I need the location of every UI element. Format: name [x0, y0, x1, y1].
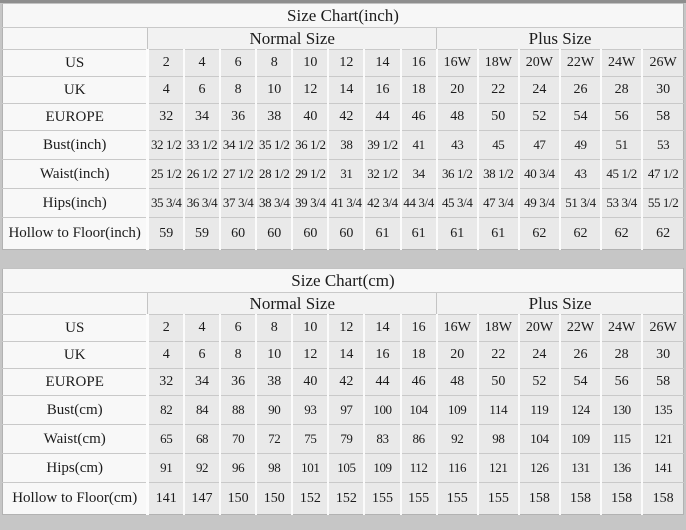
- size-value-cell: 44: [364, 369, 400, 396]
- size-value-cell: 62: [601, 218, 642, 250]
- size-value-cell: 20W: [519, 50, 560, 77]
- size-value-cell: 38: [256, 104, 292, 131]
- size-value-cell: 47: [519, 131, 560, 160]
- size-value-cell: 56: [601, 104, 642, 131]
- size-value-cell: 62: [560, 218, 601, 250]
- size-value-cell: 2: [148, 315, 184, 342]
- size-value-cell: 92: [184, 454, 220, 483]
- group-header-normal-size: Normal Size: [148, 28, 437, 50]
- size-value-cell: 60: [292, 218, 328, 250]
- table-row: [3, 218, 684, 250]
- size-value-cell: 24: [519, 342, 560, 369]
- row-label: US: [3, 50, 148, 77]
- size-value-cell: 155: [401, 483, 437, 515]
- size-value-cell: 61: [364, 218, 400, 250]
- table-row: [3, 425, 684, 454]
- size-value-cell: 121: [478, 454, 519, 483]
- size-value-cell: 26W: [642, 50, 683, 77]
- size-value-cell: 2: [148, 50, 184, 77]
- size-value-cell: 12: [292, 77, 328, 104]
- size-value-cell: 4: [184, 50, 220, 77]
- size-value-cell: 53: [642, 131, 683, 160]
- size-value-cell: 42 3/4: [364, 189, 400, 218]
- size-value-cell: 92: [437, 425, 478, 454]
- size-value-cell: 34: [184, 369, 220, 396]
- size-value-cell: 158: [560, 483, 601, 515]
- size-value-cell: 59: [184, 218, 220, 250]
- size-value-cell: 43: [437, 131, 478, 160]
- size-value-cell: 14: [364, 50, 400, 77]
- size-value-cell: 70: [220, 425, 256, 454]
- size-value-cell: 48: [437, 369, 478, 396]
- size-value-cell: 121: [642, 425, 683, 454]
- size-value-cell: 32 1/2: [148, 131, 184, 160]
- size-value-cell: 116: [437, 454, 478, 483]
- size-chart-cm-table: [2, 268, 684, 515]
- size-value-cell: 36 1/2: [292, 131, 328, 160]
- size-value-cell: 56: [601, 369, 642, 396]
- size-value-cell: 28 1/2: [256, 160, 292, 189]
- size-value-cell: 12: [328, 315, 364, 342]
- size-value-cell: 100: [364, 396, 400, 425]
- size-value-cell: 51 3/4: [560, 189, 601, 218]
- table-row: [3, 342, 684, 369]
- row-label: Waist(inch): [3, 160, 148, 189]
- size-value-cell: 26W: [642, 315, 683, 342]
- group-header-row: [3, 293, 684, 315]
- size-value-cell: 42: [328, 369, 364, 396]
- size-value-cell: 141: [642, 454, 683, 483]
- size-value-cell: 158: [601, 483, 642, 515]
- size-value-cell: 30: [642, 342, 683, 369]
- group-header-row: [3, 28, 684, 50]
- size-value-cell: 4: [148, 342, 184, 369]
- size-value-cell: 18: [401, 342, 437, 369]
- size-value-cell: 104: [401, 396, 437, 425]
- size-value-cell: 50: [478, 369, 519, 396]
- size-value-cell: 34 1/2: [220, 131, 256, 160]
- size-value-cell: 45 3/4: [437, 189, 478, 218]
- size-value-cell: 30: [642, 77, 683, 104]
- size-value-cell: 8: [220, 342, 256, 369]
- size-value-cell: 22: [478, 77, 519, 104]
- size-value-cell: 10: [292, 315, 328, 342]
- size-value-cell: 141: [148, 483, 184, 515]
- size-value-cell: 12: [328, 50, 364, 77]
- table-row: [3, 315, 684, 342]
- size-value-cell: 97: [328, 396, 364, 425]
- size-value-cell: 61: [401, 218, 437, 250]
- size-value-cell: 84: [184, 396, 220, 425]
- size-value-cell: 8: [256, 315, 292, 342]
- size-value-cell: 91: [148, 454, 184, 483]
- size-value-cell: 16W: [437, 50, 478, 77]
- size-value-cell: 20W: [519, 315, 560, 342]
- size-value-cell: 75: [292, 425, 328, 454]
- size-value-cell: 32: [148, 104, 184, 131]
- size-value-cell: 45 1/2: [601, 160, 642, 189]
- size-value-cell: 98: [256, 454, 292, 483]
- size-value-cell: 72: [256, 425, 292, 454]
- size-value-cell: 33 1/2: [184, 131, 220, 160]
- row-label: Hips(cm): [3, 454, 148, 483]
- size-value-cell: 119: [519, 396, 560, 425]
- size-value-cell: 16: [401, 50, 437, 77]
- size-value-cell: 52: [519, 104, 560, 131]
- size-value-cell: 24W: [601, 50, 642, 77]
- size-value-cell: 60: [220, 218, 256, 250]
- size-value-cell: 47 3/4: [478, 189, 519, 218]
- size-value-cell: 150: [256, 483, 292, 515]
- size-value-cell: 79: [328, 425, 364, 454]
- corner-cell: [3, 293, 148, 315]
- size-value-cell: 93: [292, 396, 328, 425]
- size-value-cell: 46: [401, 104, 437, 131]
- size-value-cell: 6: [184, 77, 220, 104]
- size-value-cell: 26: [560, 342, 601, 369]
- size-value-cell: 29 1/2: [292, 160, 328, 189]
- size-value-cell: 36 1/2: [437, 160, 478, 189]
- size-value-cell: 36: [220, 104, 256, 131]
- size-value-cell: 36: [220, 369, 256, 396]
- size-value-cell: 61: [437, 218, 478, 250]
- size-value-cell: 101: [292, 454, 328, 483]
- size-value-cell: 24: [519, 77, 560, 104]
- size-value-cell: 38: [256, 369, 292, 396]
- size-value-cell: 22W: [560, 50, 601, 77]
- size-value-cell: 60: [328, 218, 364, 250]
- row-label: Hollow to Floor(inch): [3, 218, 148, 250]
- table-gap: [0, 250, 686, 268]
- size-value-cell: 40: [292, 369, 328, 396]
- size-value-cell: 18W: [478, 50, 519, 77]
- size-value-cell: 14: [364, 315, 400, 342]
- size-value-cell: 41 3/4: [328, 189, 364, 218]
- size-value-cell: 155: [437, 483, 478, 515]
- size-value-cell: 16W: [437, 315, 478, 342]
- size-value-cell: 41: [401, 131, 437, 160]
- size-value-cell: 16: [364, 77, 400, 104]
- size-value-cell: 68: [184, 425, 220, 454]
- row-label: Waist(cm): [3, 425, 148, 454]
- size-value-cell: 124: [560, 396, 601, 425]
- size-value-cell: 52: [519, 369, 560, 396]
- size-value-cell: 26: [560, 77, 601, 104]
- size-value-cell: 158: [519, 483, 560, 515]
- table-title-cm: Size Chart(cm): [3, 269, 684, 293]
- size-value-cell: 61: [478, 218, 519, 250]
- size-value-cell: 88: [220, 396, 256, 425]
- size-value-cell: 46: [401, 369, 437, 396]
- table-row: [3, 160, 684, 189]
- size-value-cell: 10: [256, 342, 292, 369]
- group-header-normal-size: Normal Size: [148, 293, 437, 315]
- size-value-cell: 34: [184, 104, 220, 131]
- size-value-cell: 24W: [601, 315, 642, 342]
- size-value-cell: 31: [328, 160, 364, 189]
- size-value-cell: 83: [364, 425, 400, 454]
- size-value-cell: 38 1/2: [478, 160, 519, 189]
- size-value-cell: 14: [328, 342, 364, 369]
- size-value-cell: 4: [148, 77, 184, 104]
- size-value-cell: 40 3/4: [519, 160, 560, 189]
- table-row: [3, 369, 684, 396]
- size-value-cell: 6: [220, 315, 256, 342]
- size-value-cell: 147: [184, 483, 220, 515]
- size-value-cell: 90: [256, 396, 292, 425]
- size-value-cell: 54: [560, 104, 601, 131]
- size-value-cell: 109: [364, 454, 400, 483]
- size-value-cell: 32: [148, 369, 184, 396]
- table-row: [3, 77, 684, 104]
- size-value-cell: 130: [601, 396, 642, 425]
- size-value-cell: 50: [478, 104, 519, 131]
- size-value-cell: 109: [560, 425, 601, 454]
- size-value-cell: 35 1/2: [256, 131, 292, 160]
- size-value-cell: 18: [401, 77, 437, 104]
- size-value-cell: 32 1/2: [364, 160, 400, 189]
- size-value-cell: 47 1/2: [642, 160, 683, 189]
- size-value-cell: 49: [560, 131, 601, 160]
- size-value-cell: 59: [148, 218, 184, 250]
- size-value-cell: 131: [560, 454, 601, 483]
- size-value-cell: 58: [642, 104, 683, 131]
- size-value-cell: 109: [437, 396, 478, 425]
- size-value-cell: 115: [601, 425, 642, 454]
- row-label: US: [3, 315, 148, 342]
- table-title-inch: Size Chart(inch): [3, 4, 684, 28]
- size-value-cell: 12: [292, 342, 328, 369]
- size-value-cell: 55 1/2: [642, 189, 683, 218]
- size-value-cell: 112: [401, 454, 437, 483]
- size-value-cell: 14: [328, 77, 364, 104]
- size-value-cell: 39 1/2: [364, 131, 400, 160]
- title-row: [3, 269, 684, 293]
- size-value-cell: 49 3/4: [519, 189, 560, 218]
- size-value-cell: 150: [220, 483, 256, 515]
- size-value-cell: 4: [184, 315, 220, 342]
- size-value-cell: 36 3/4: [184, 189, 220, 218]
- size-value-cell: 104: [519, 425, 560, 454]
- size-value-cell: 20: [437, 342, 478, 369]
- title-row: [3, 4, 684, 28]
- size-value-cell: 58: [642, 369, 683, 396]
- size-value-cell: 28: [601, 342, 642, 369]
- table-row: [3, 189, 684, 218]
- table-row: [3, 454, 684, 483]
- corner-cell: [3, 28, 148, 50]
- row-label: Hollow to Floor(cm): [3, 483, 148, 515]
- size-value-cell: 44 3/4: [401, 189, 437, 218]
- size-value-cell: 22: [478, 342, 519, 369]
- size-value-cell: 51: [601, 131, 642, 160]
- size-value-cell: 28: [601, 77, 642, 104]
- size-value-cell: 152: [292, 483, 328, 515]
- size-value-cell: 65: [148, 425, 184, 454]
- size-value-cell: 42: [328, 104, 364, 131]
- size-value-cell: 38: [328, 131, 364, 160]
- size-value-cell: 6: [184, 342, 220, 369]
- size-value-cell: 62: [519, 218, 560, 250]
- size-value-cell: 62: [642, 218, 683, 250]
- size-value-cell: 45: [478, 131, 519, 160]
- row-label: Bust(cm): [3, 396, 148, 425]
- size-value-cell: 114: [478, 396, 519, 425]
- size-value-cell: 18W: [478, 315, 519, 342]
- table-row: [3, 131, 684, 160]
- size-value-cell: 27 1/2: [220, 160, 256, 189]
- size-value-cell: 136: [601, 454, 642, 483]
- row-label: Bust(inch): [3, 131, 148, 160]
- size-value-cell: 44: [364, 104, 400, 131]
- size-value-cell: 105: [328, 454, 364, 483]
- size-value-cell: 98: [478, 425, 519, 454]
- size-value-cell: 25 1/2: [148, 160, 184, 189]
- size-value-cell: 96: [220, 454, 256, 483]
- table-row: [3, 50, 684, 77]
- size-value-cell: 16: [401, 315, 437, 342]
- size-value-cell: 60: [256, 218, 292, 250]
- group-header-plus-size: Plus Size: [437, 293, 684, 315]
- size-value-cell: 54: [560, 369, 601, 396]
- size-value-cell: 37 3/4: [220, 189, 256, 218]
- size-value-cell: 40: [292, 104, 328, 131]
- size-value-cell: 34: [401, 160, 437, 189]
- size-value-cell: 39 3/4: [292, 189, 328, 218]
- size-value-cell: 35 3/4: [148, 189, 184, 218]
- size-value-cell: 20: [437, 77, 478, 104]
- size-value-cell: 53 3/4: [601, 189, 642, 218]
- size-value-cell: 135: [642, 396, 683, 425]
- row-label: EUROPE: [3, 369, 148, 396]
- size-value-cell: 155: [364, 483, 400, 515]
- size-value-cell: 48: [437, 104, 478, 131]
- size-value-cell: 8: [220, 77, 256, 104]
- size-value-cell: 6: [220, 50, 256, 77]
- size-value-cell: 26 1/2: [184, 160, 220, 189]
- size-value-cell: 38 3/4: [256, 189, 292, 218]
- size-value-cell: 82: [148, 396, 184, 425]
- size-value-cell: 16: [364, 342, 400, 369]
- row-label: EUROPE: [3, 104, 148, 131]
- size-value-cell: 126: [519, 454, 560, 483]
- size-value-cell: 86: [401, 425, 437, 454]
- table-row: [3, 483, 684, 515]
- size-value-cell: 43: [560, 160, 601, 189]
- size-chart-inch-table: [2, 3, 684, 250]
- size-value-cell: 158: [642, 483, 683, 515]
- table-row: [3, 396, 684, 425]
- size-value-cell: 10: [292, 50, 328, 77]
- size-value-cell: 155: [478, 483, 519, 515]
- row-label: Hips(inch): [3, 189, 148, 218]
- row-label: UK: [3, 77, 148, 104]
- size-value-cell: 152: [328, 483, 364, 515]
- table-row: [3, 104, 684, 131]
- size-value-cell: 8: [256, 50, 292, 77]
- size-value-cell: 10: [256, 77, 292, 104]
- group-header-plus-size: Plus Size: [437, 28, 684, 50]
- size-value-cell: 22W: [560, 315, 601, 342]
- row-label: UK: [3, 342, 148, 369]
